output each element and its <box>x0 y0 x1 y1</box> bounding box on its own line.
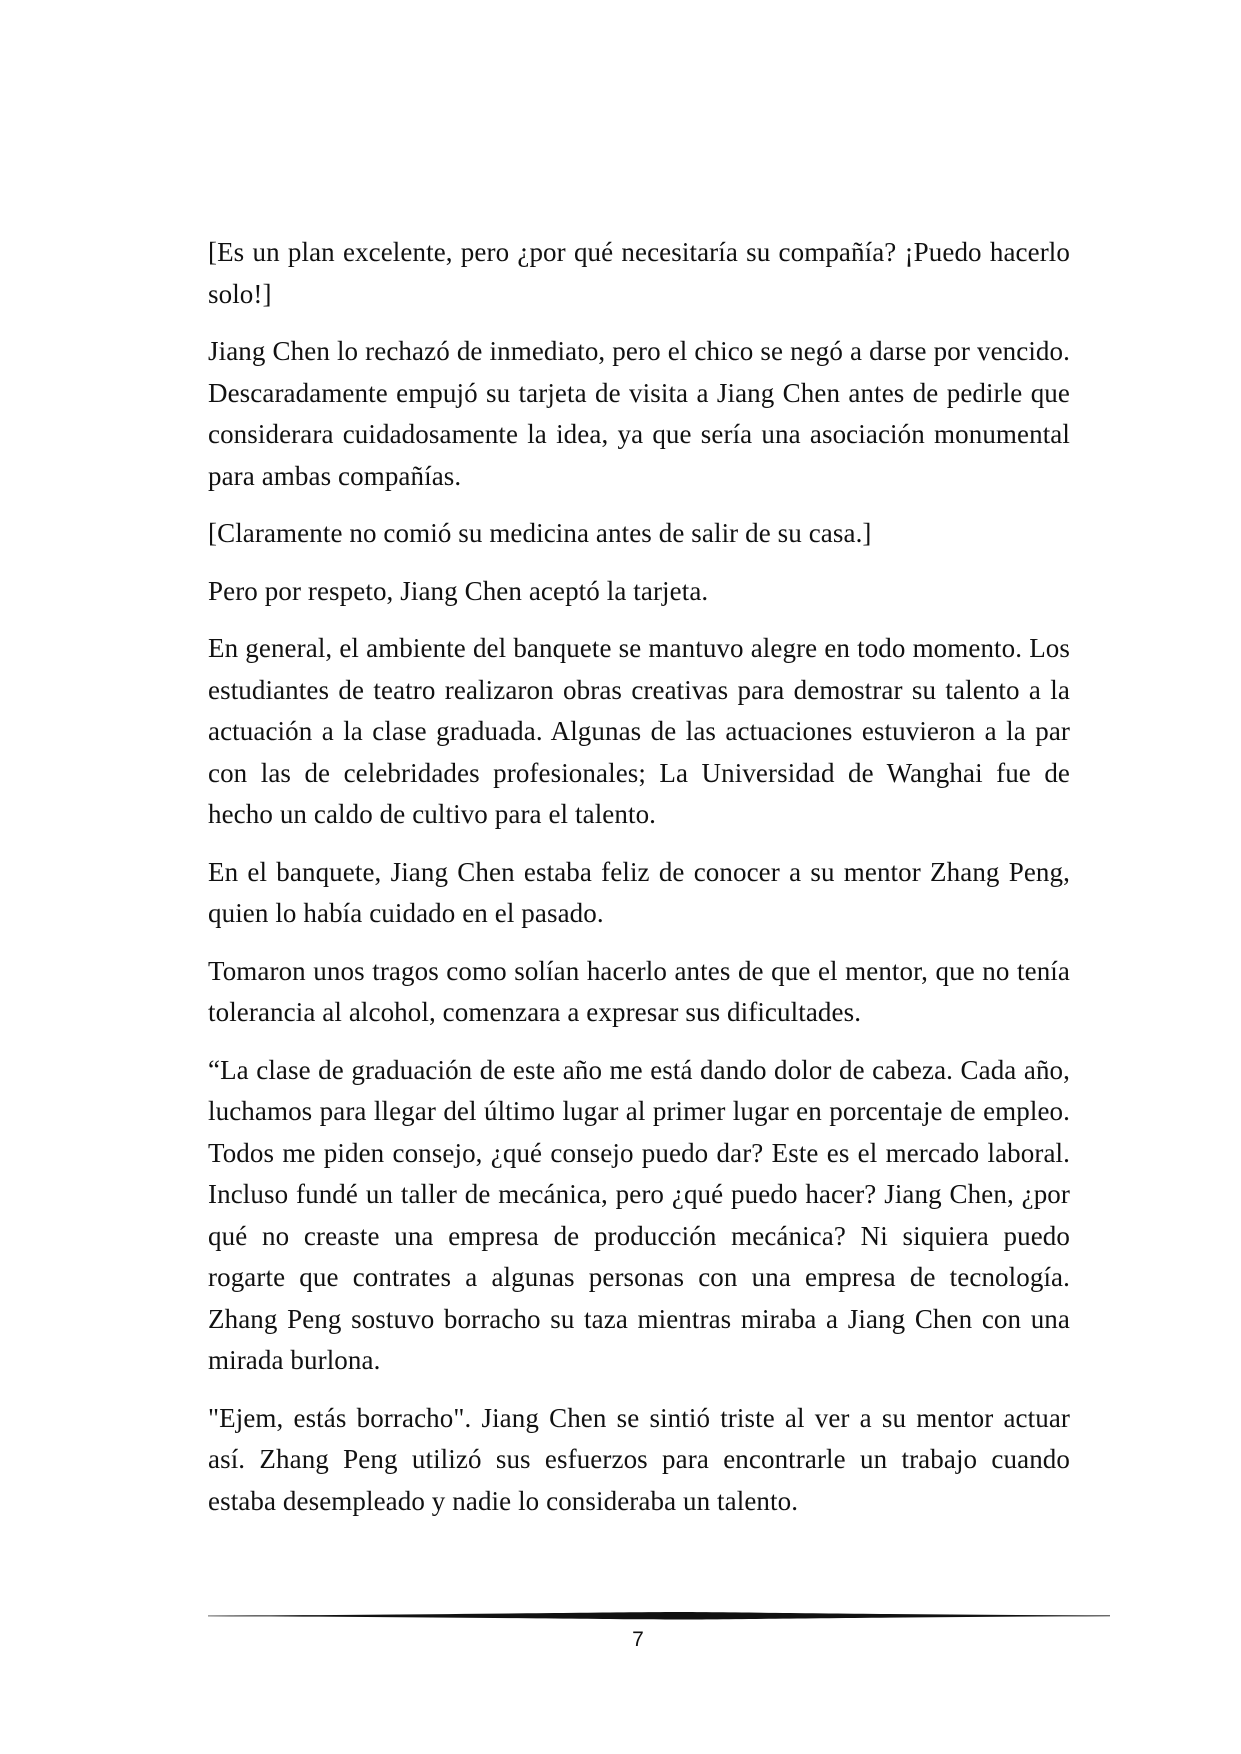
footer-divider <box>208 1610 1110 1622</box>
body-text <box>208 232 1070 1538</box>
paragraph-5: En general, el ambiente del banquete se mantuvo alegre en todo momento. Los estudiantes de teatro realizaron obras creativas para demostrar su talento a la actuación a la clase graduada. Algunas de las actuaciones estuvieron a la par con las de celebridades profesionales; La Universidad de Wanghai fue de hecho un caldo de cultivo para el talento. <box>208 633 1070 829</box>
paragraph-1: [Es un plan excelente, pero ¿por qué necesitaría su compañía? ¡Puedo hacerlo solo!] <box>208 237 1070 309</box>
page-number: 7 <box>632 1628 644 1651</box>
paragraph-8: “La clase de graduación de este año me está dando dolor de cabeza. Cada año, luchamos para llegar del último lugar al primer lugar en porcentaje de empleo. Todos me piden consejo, ¿qué consejo puedo dar? Este es el mercado laboral. Incluso fundé un taller de mecánica, pero ¿qué puedo hacer? Jiang Chen, ¿por qué no creaste una empresa de producción mecánica? Ni siquiera puedo rogarte que contrates a algunas personas con una empresa de tecnología. Zhang Peng sostuvo borracho su taza mientras miraba a Jiang Chen con una mirada burlona. <box>208 1054 1070 1375</box>
paragraph-9: "Ejem, estás borracho". Jiang Chen se sintió triste al ver a su mentor actuar así. Zhang Peng utilizó sus esfuerzos para encontrarle un trabajo cuando estaba desempleado y nadie lo consideraba un talento. <box>208 1402 1070 1516</box>
paragraph-3: [Claramente no comió su medicina antes de salir de su casa.] <box>208 518 872 548</box>
paragraph-7: Tomaron unos tragos como solían hacerlo antes de que el mentor, que no tenía tolerancia al alcohol, comenzara a expresar sus dificultades. <box>208 955 1070 1027</box>
paragraph-2: Jiang Chen lo rechazó de inmediato, pero el chico se negó a darse por vencido. Descaradamente empujó su tarjeta de visita a Jiang Chen antes de pedirle que considerara cuidadosamente la idea, ya que sería una asociación monumental para ambas compañías. <box>208 336 1070 491</box>
paragraph-4: Pero por respeto, Jiang Chen aceptó la tarjeta. <box>208 575 709 606</box>
paragraph-6: En el banquete, Jiang Chen estaba feliz de conocer a su mentor Zhang Peng, quien lo había cuidado en el pasado. <box>208 856 1070 928</box>
